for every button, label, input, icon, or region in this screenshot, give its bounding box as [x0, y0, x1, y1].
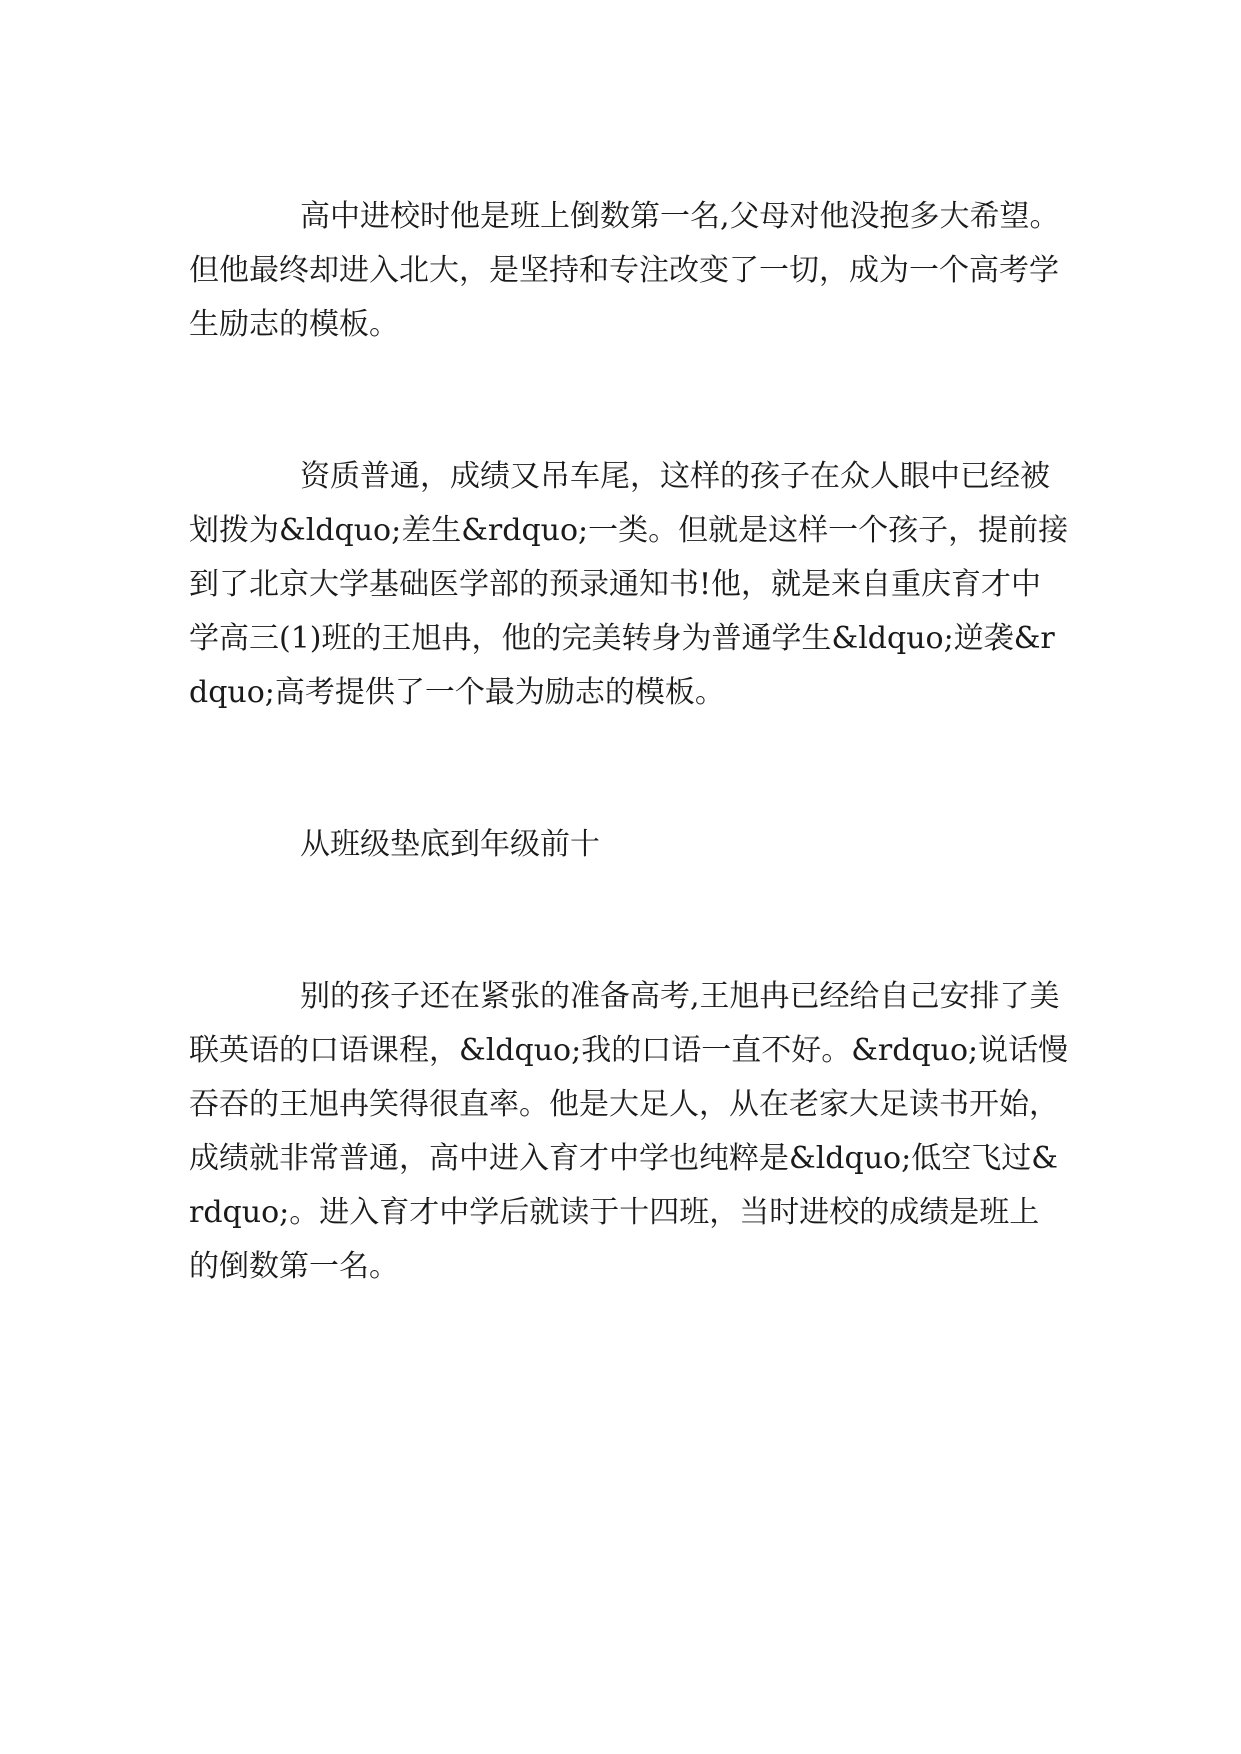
section-heading: 从班级垫底到年级前十	[300, 827, 600, 862]
paragraph-intro: 高中进校时他是班上倒数第一名,父母对他没抱多大希望。但他最终却进入北大，是坚持和专注改变了一切，成为一个高考学生励志的模板。	[189, 199, 1060, 342]
paragraph-story: 别的孩子还在紧张的准备高考,王旭冉已经给自己安排了美联英语的口语课程，&ldquo;我的口语一直不好。&rdquo;说话慢吞吞的王旭冉笑得很直率。他是大足人，从在老家大足读书开始，成绩就非常普通，高中进入育才中学也纯粹是&ldquo;低空飞过&rdquo;。进入育才中学后就读于十四班，当时进校的成绩是班上的倒数第一名。	[189, 979, 1069, 1284]
paragraph-background: 资质普通，成绩又吊车尾，这样的孩子在众人眼中已经被划拨为&ldquo;差生&rdquo;一类。但就是这样一个孩子，提前接到了北京大学基础医学部的预录通知书!他，就是来自重庆育才中学高三(1)班的王旭冉，他的完美转身为普通学生&ldquo;逆袭&rdquo;高考提供了一个最为励志的模板。	[189, 459, 1069, 710]
